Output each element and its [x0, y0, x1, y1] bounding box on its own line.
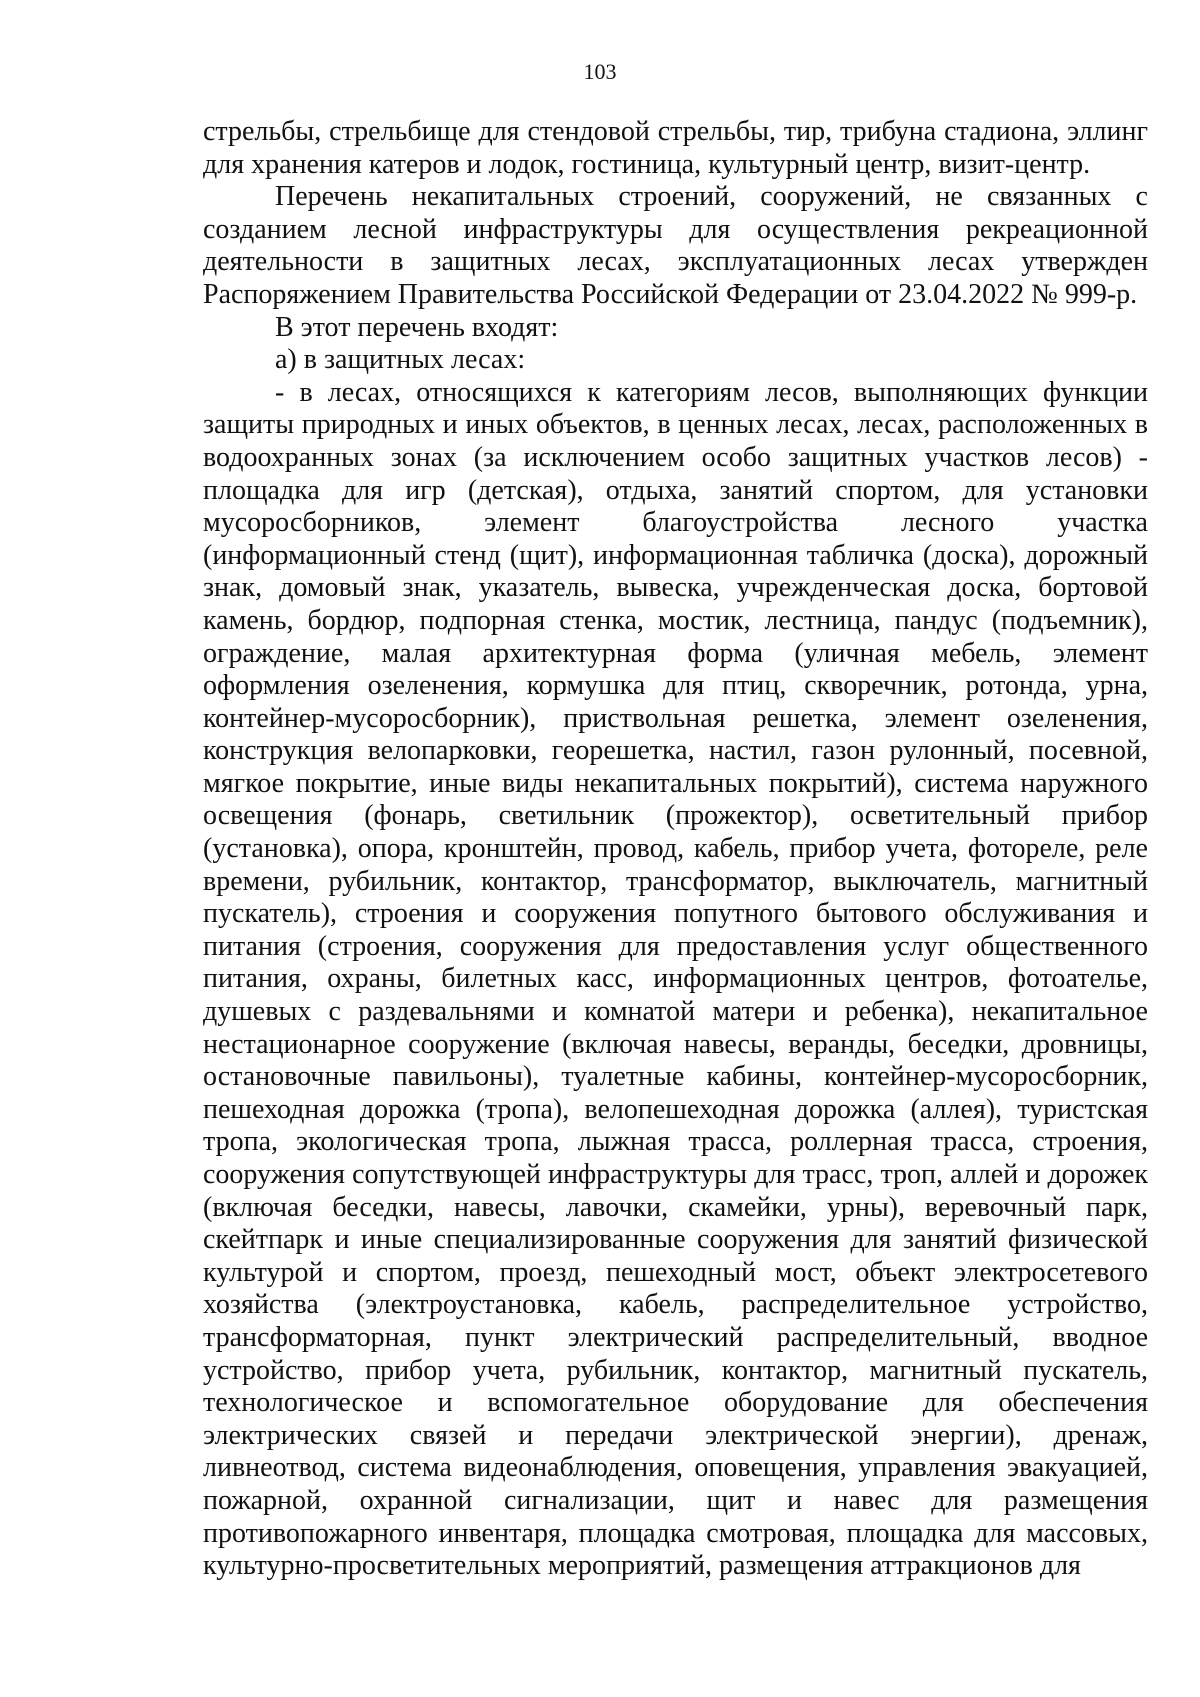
document-body [203, 116, 1148, 1583]
page-number: 103 [583, 59, 617, 84]
paragraph-protective-forests: - в лесах, относящихся к категориям лесов, выполняющих функции защиты природных и иных объектов, в ценных лесах, лесах, расположенных в водоохранных зонах (за исключением особо защитных участков лесов) - площадка для игр (детская), отдыха, занятий спортом, для установки мусоросборников, элемент благоустройства лесного участка (информационный стенд (щит), информационная табличка (доска), дорожный знак, домовый знак, указатель, вывеска, учрежденческая доска, бортовой камень, бордюр, подпорная стенка, мостик, лестница, пандус (подъемник), ограждение, малая архитектурная форма (уличная мебель, элемент оформления озеленения, кормушка для птиц, скворечник, ротонда, урна, контейнер-мусоросборник), приствольная решетка, элемент озеленения, конструкция велопарковки, георешетка, настил, газон рулонный, посевной, мягкое покрытие, иные виды некапитальных покрытий), система наружного освещения (фонарь, светильник (прожектор), осветительный прибор (установка), опора, кронштейн, провод, кабель, прибор учета, фотореле, реле времени, рубильник, контактор, трансформатор, выключатель, магнитный пускатель), строения и сооружения попутного бытового обслуживания и питания (строения, сооружения для предоставления услуг общественного питания, охраны, билетных касс, информационных центров, фотоателье, душевых с раздевальнями и комнатой матери и ребенка), некапитальное нестационарное сооружение (включая навесы, веранды, беседки, дровницы, остановочные павильоны), туалетные кабины, контейнер-мусоросборник, пешеходная дорожка (тропа), велопешеходная дорожка (аллея), туристская тропа, экологическая тропа, лыжная трасса, роллерная трасса, строения, сооружения сопутствующей инфраструктуры для трасс, троп, аллей и дорожек (включая беседки, навесы, лавочки, скамейки, урны), веревочный парк, скейтпарк и иные специализированные сооружения для занятий физической культурой и спортом, проезд, пешеходный мост, объект электросетевого хозяйства (электроустановка, кабель, распределительное устройство, трансформаторная, пункт электрический распределительный, вводное устройство, прибор учета, рубильник, контактор, магнитный пускатель, технологическое и вспомогательное оборудование для обеспечения электрических связей и передачи электрической энергии), дренаж, ливнеотвод, система видеонаблюдения, оповещения, управления эвакуацией, пожарной, охранной сигнализации, щит и навес для размещения противопожарного инвентаря, площадка смотровая, площадка для массовых, культурно-просветительных мероприятий, размещения аттракционов для [203, 376, 1148, 1582]
paragraph-list-intro: Перечень некапитальных строений, сооружений, не связанных с созданием лесной инфраструктуры для осуществления рекреационной деятельности в защитных лесах, эксплуатационных лесах утвержден Распоряжением Правительства Российской Федерации от 23.04.2022 № 999-р. [203, 181, 1148, 310]
paragraph-continuation: стрельбы, стрельбище для стендовой стрельбы, тир, трибуна стадиона, эллинг для хранения катеров и лодок, гостиница, культурный центр, визит-центр. [203, 116, 1148, 180]
paragraph-item-a: а) в защитных лесах: [275, 344, 526, 376]
paragraph-list-lead: В этот перечень входят: [275, 311, 559, 343]
